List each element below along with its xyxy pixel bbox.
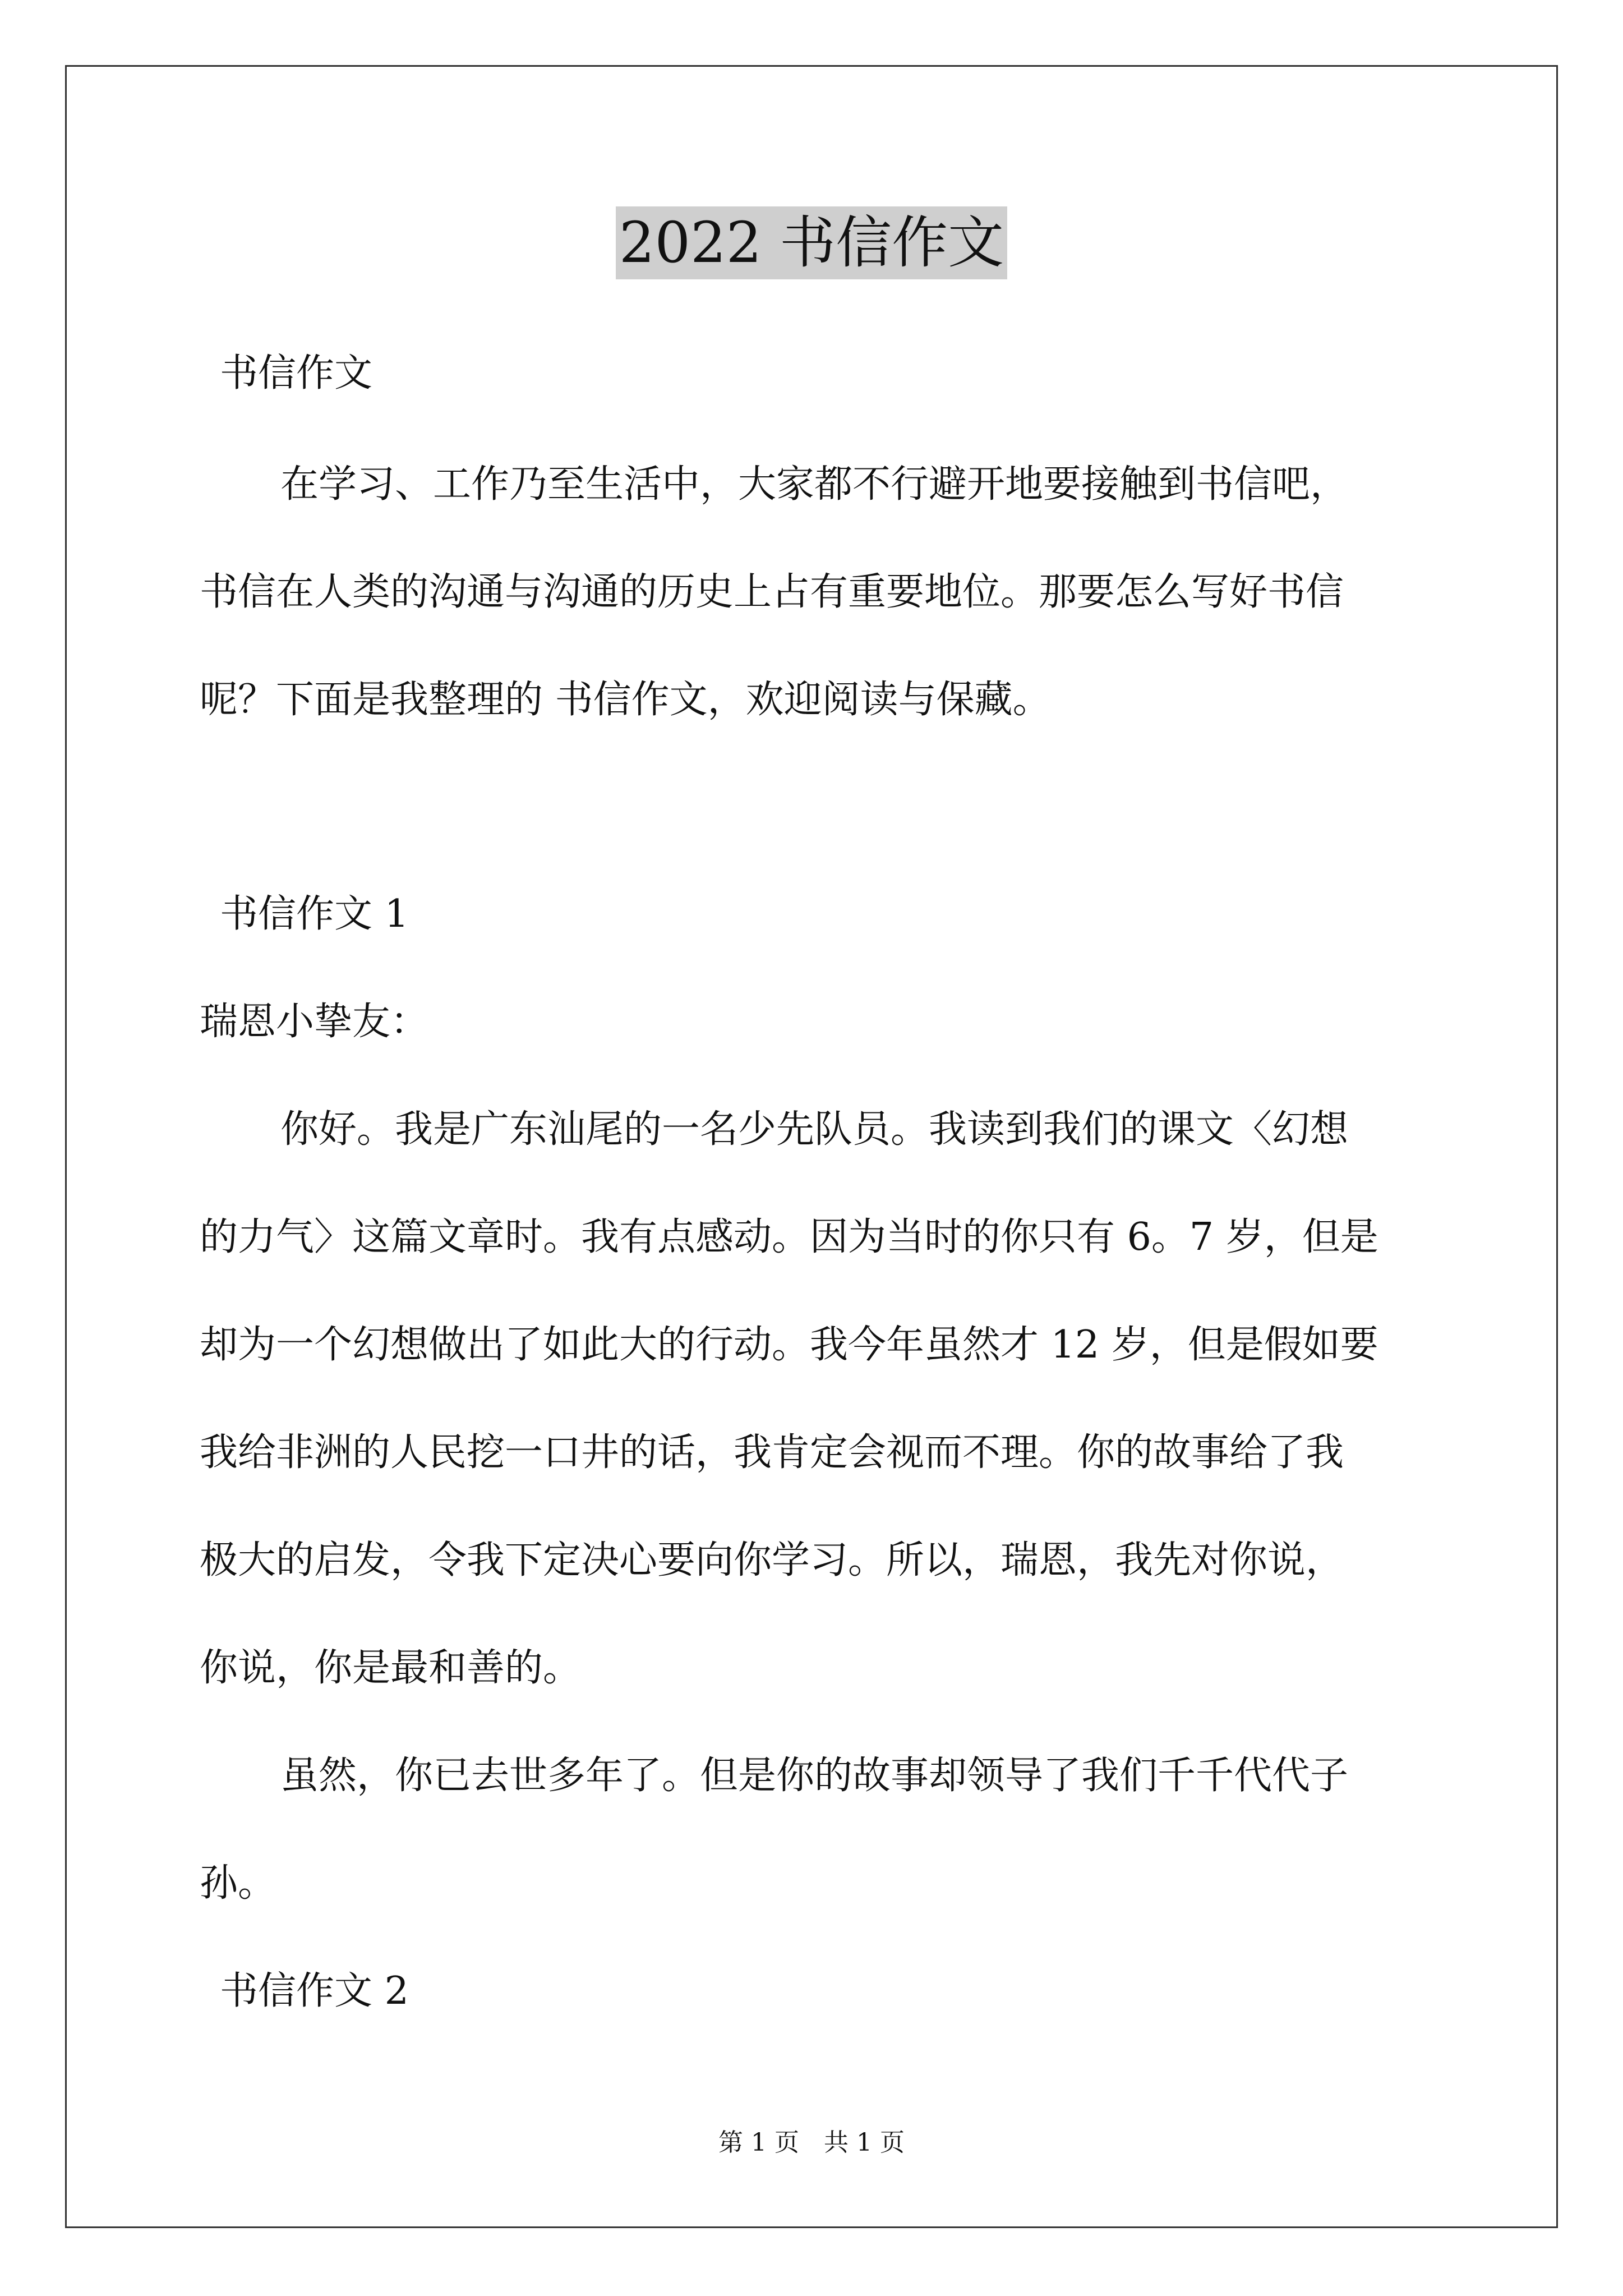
subtitle: 书信作文 xyxy=(220,351,373,395)
section1-heading: 书信作文 1 xyxy=(220,892,409,936)
intro-line-2: 书信在人类的沟通与沟通的历史上占有重要地位。那要怎么写好书信 xyxy=(200,570,1344,614)
paragraph2-line-1: 虽然，你已去世多年了。但是你的故事却领导了我们千千代代子 xyxy=(280,1754,1349,1798)
paragraph1-line-3: 却为一个幻想做出了如此大的行动。我今年虽然才 12 岁，但是假如要 xyxy=(200,1323,1378,1367)
page-footer: 第 1 页 共 1 页 xyxy=(718,2128,905,2157)
paragraph2-line-2: 孙。 xyxy=(200,1861,276,1906)
section2-heading: 书信作文 2 xyxy=(220,1969,409,2013)
paragraph1-line-6: 你说，你是最和善的。 xyxy=(200,1646,582,1690)
intro-line-3: 呢？下面是我整理的 书信作文，欢迎阅读与保藏。 xyxy=(200,678,1051,722)
paragraph1-line-1: 你好。我是广东汕尾的一名少先队员。我读到我们的课文〈幻想 xyxy=(280,1107,1349,1152)
salutation: 瑞恩小挚友： xyxy=(200,1000,429,1044)
title-container xyxy=(0,206,1623,279)
intro-line-1: 在学习、工作乃至生活中，大家都不行避开地要接触到书信吧， xyxy=(280,462,1349,507)
page-title: 2022 书信作文 xyxy=(616,206,1007,279)
paragraph1-line-5: 极大的启发，令我下定决心要向你学习。所以，瑞恩，我先对你说， xyxy=(200,1538,1344,1582)
paragraph1-line-4: 我给非洲的人民挖一口井的话，我肯定会视而不理。你的故事给了我 xyxy=(200,1430,1344,1475)
paragraph1-line-2: 的力气〉这篇文章时。我有点感动。因为当时的你只有 6。7 岁，但是 xyxy=(200,1215,1378,1259)
